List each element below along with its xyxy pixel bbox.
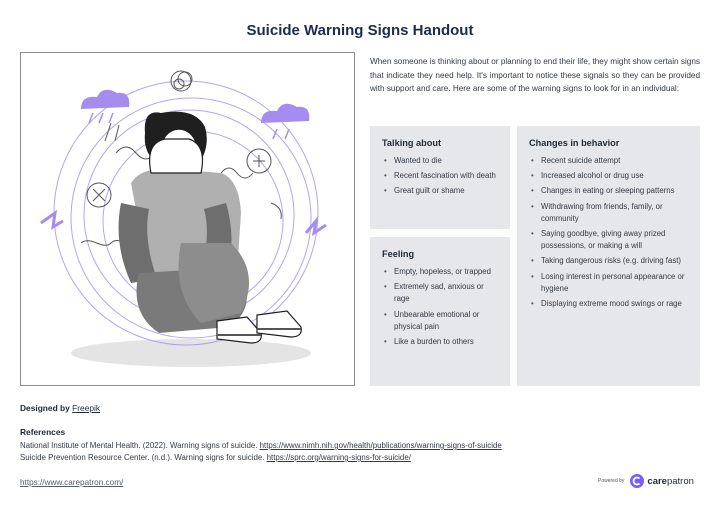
list-item: • Unbearable emotional or physical pain — [382, 309, 498, 333]
brand-name-rest: patron — [666, 475, 694, 487]
reference-link[interactable]: https://sprc.org/warning-signs-for-suicide/ — [266, 453, 411, 462]
page-title: Suicide Warning Signs Handout — [246, 22, 474, 39]
list-item: • Empty, hopeless, or trapped — [382, 266, 498, 278]
list-item: • Recent suicide attempt — [529, 155, 688, 167]
reference-item — [20, 453, 411, 462]
list-item: • Losing interest in personal appearance or hygiene — [529, 271, 688, 295]
list-item: • Recent fascination with death — [382, 170, 498, 182]
changes-in-behavior-heading: Changes in behavior — [529, 138, 620, 148]
talking-about-heading: Talking about — [382, 138, 442, 148]
designed-by-label: Designed by — [20, 403, 70, 413]
list-item: • Taking dangerous risks (e.g. driving fast) — [529, 255, 688, 267]
list-item: • Wanted to die — [382, 155, 498, 167]
brand-name-bold: care — [647, 475, 667, 487]
illustration-distressed-person — [20, 52, 355, 386]
list-item: • Great guilt or shame — [382, 185, 498, 197]
storm-cloud-icon — [81, 90, 129, 123]
carepatron-logo-icon — [630, 474, 644, 488]
designed-by — [20, 403, 100, 413]
list-item: • Saying goodbye, giving away prized possessions, or making a will — [529, 228, 688, 252]
reference-text: Suicide Prevention Resource Center. (n.d.). Warning signs for suicide. — [20, 453, 267, 462]
freepik-link[interactable]: Freepik — [72, 403, 101, 413]
brand-name — [647, 476, 694, 487]
talking-about-box — [370, 126, 510, 229]
references-heading: References — [20, 427, 66, 437]
intro-paragraph: When someone is thinking about or planning to end their life, they might show certain signs that indicate they need help. It's important to notice these signals so they can be provided with support and care. Here are some of the warning signs to look for in an individual: — [370, 57, 700, 93]
list-item: • Like a burden to others — [382, 336, 498, 348]
storm-cloud-icon — [261, 104, 309, 139]
feeling-heading: Feeling — [382, 249, 415, 259]
reference-text: National Institute of Mental Health. (2022). Warning signs of suicide. — [20, 441, 260, 450]
list-item: • Withdrawing from friends, family, or community — [529, 201, 688, 225]
carepatron-brand[interactable] — [598, 474, 694, 488]
changes-in-behavior-box — [517, 126, 700, 386]
list-item: • Increased alcohol or drug use — [529, 170, 688, 182]
powered-by-label: Powered by — [598, 478, 625, 484]
list-item: • Extremely sad, anxious or rage — [382, 281, 498, 305]
list-item: • Displaying extreme mood swings or rage — [529, 298, 688, 310]
list-item: • Changes in eating or sleeping patterns — [529, 185, 688, 197]
reference-link[interactable]: https://www.nimh.nih.gov/health/publications/warning-signs-of-suicide — [259, 441, 502, 450]
feeling-box — [370, 237, 510, 386]
carepatron-website-link[interactable]: https://www.carepatron.com/ — [20, 478, 124, 487]
reference-item — [20, 441, 502, 450]
